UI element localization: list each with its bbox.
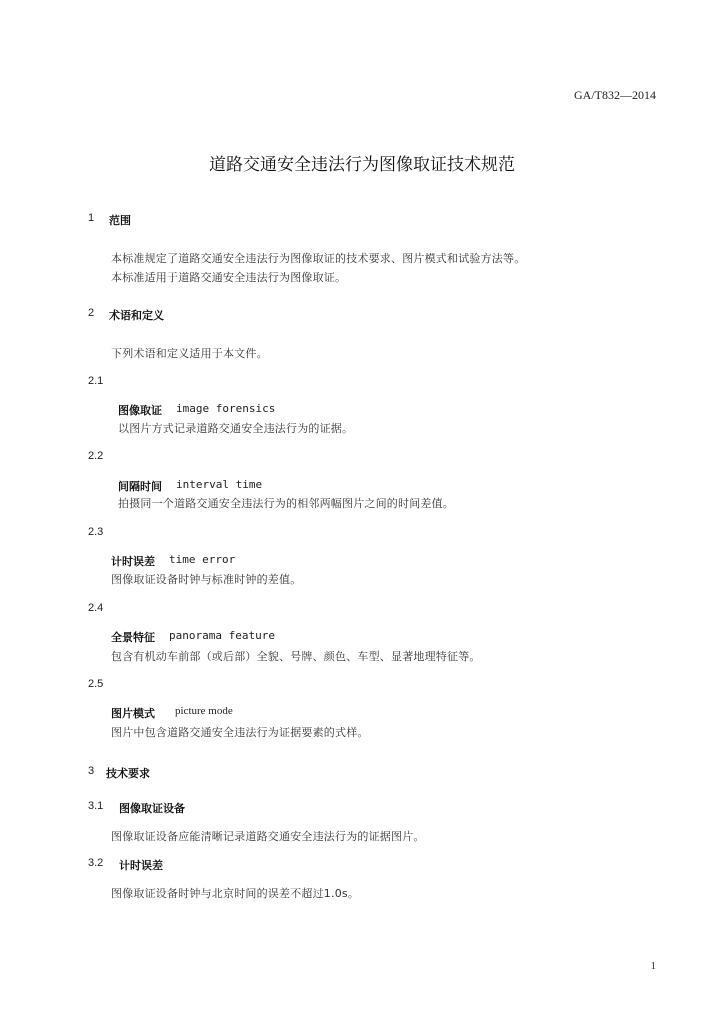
- term-2-3-definition: 图像取证设备时钟与标准时钟的差值。: [111, 573, 302, 586]
- subsection-3-2-number: 3.2: [88, 857, 104, 869]
- term-2-5-definition: 图片中包含道路交通安全违法行为证据要素的式样。: [111, 726, 369, 739]
- section-1-paragraph-1: 本标准规定了道路交通安全违法行为图像取证的技术要求、图片模式和试验方法等。: [111, 252, 526, 265]
- section-1-number: 1: [88, 212, 95, 224]
- subsection-3-1-title: 图像取证设备: [119, 802, 185, 815]
- term-2-2-definition: 拍摄同一个道路交通安全违法行为的相邻两幅图片之间的时间差值。: [118, 497, 454, 510]
- term-2-3-name-cn: 计时误差: [111, 555, 155, 568]
- section-1-title: 范围: [109, 214, 131, 227]
- term-2-5-number: 2.5: [88, 678, 104, 690]
- term-2-3-number: 2.3: [88, 526, 104, 538]
- term-2-1-name-cn: 图像取证: [118, 404, 162, 417]
- term-2-4-name-cn: 全景特征: [111, 631, 155, 644]
- page-number: 1: [650, 960, 656, 972]
- document-title: 道路交通安全违法行为图像取证技术规范: [209, 155, 515, 175]
- section-2-number: 2: [88, 307, 95, 319]
- subsection-3-2-title: 计时误差: [119, 859, 163, 872]
- subsection-3-2-text: 图像取证设备时钟与北京时间的误差不超过1.0s。: [111, 887, 360, 900]
- term-2-3-name-en: time error: [169, 553, 236, 566]
- term-2-5-name-cn: 图片模式: [111, 707, 155, 720]
- term-2-5-name-en: picture mode: [175, 705, 233, 717]
- section-3-title: 技术要求: [106, 767, 150, 780]
- term-2-4-name-en: panorama feature: [169, 629, 275, 642]
- term-2-1-definition: 以图片方式记录道路交通安全违法行为的证据。: [118, 422, 354, 435]
- subsection-3-1-number: 3.1: [88, 800, 104, 812]
- term-2-4-definition: 包含有机动车前部（或后部）全貌、号牌、颜色、车型、显著地理特征等。: [111, 650, 481, 663]
- section-2-title: 术语和定义: [109, 309, 164, 322]
- subsection-3-1-text: 图像取证设备应能清晰记录道路交通安全违法行为的证据图片。: [111, 830, 425, 843]
- standard-code: GA/T832—2014: [574, 88, 656, 102]
- section-2-intro: 下列术语和定义适用于本文件。: [111, 347, 268, 360]
- term-2-1-name-en: image forensics: [176, 402, 276, 415]
- term-2-1-number: 2.1: [88, 375, 104, 387]
- section-1-paragraph-2: 本标准适用于道路交通安全违法行为图像取证。: [111, 271, 347, 284]
- section-3-number: 3: [88, 765, 95, 777]
- term-2-2-name-en: interval time: [176, 478, 263, 491]
- term-2-2-name-cn: 间隔时间: [118, 480, 162, 493]
- term-2-4-number: 2.4: [88, 602, 104, 614]
- term-2-2-number: 2.2: [88, 450, 104, 462]
